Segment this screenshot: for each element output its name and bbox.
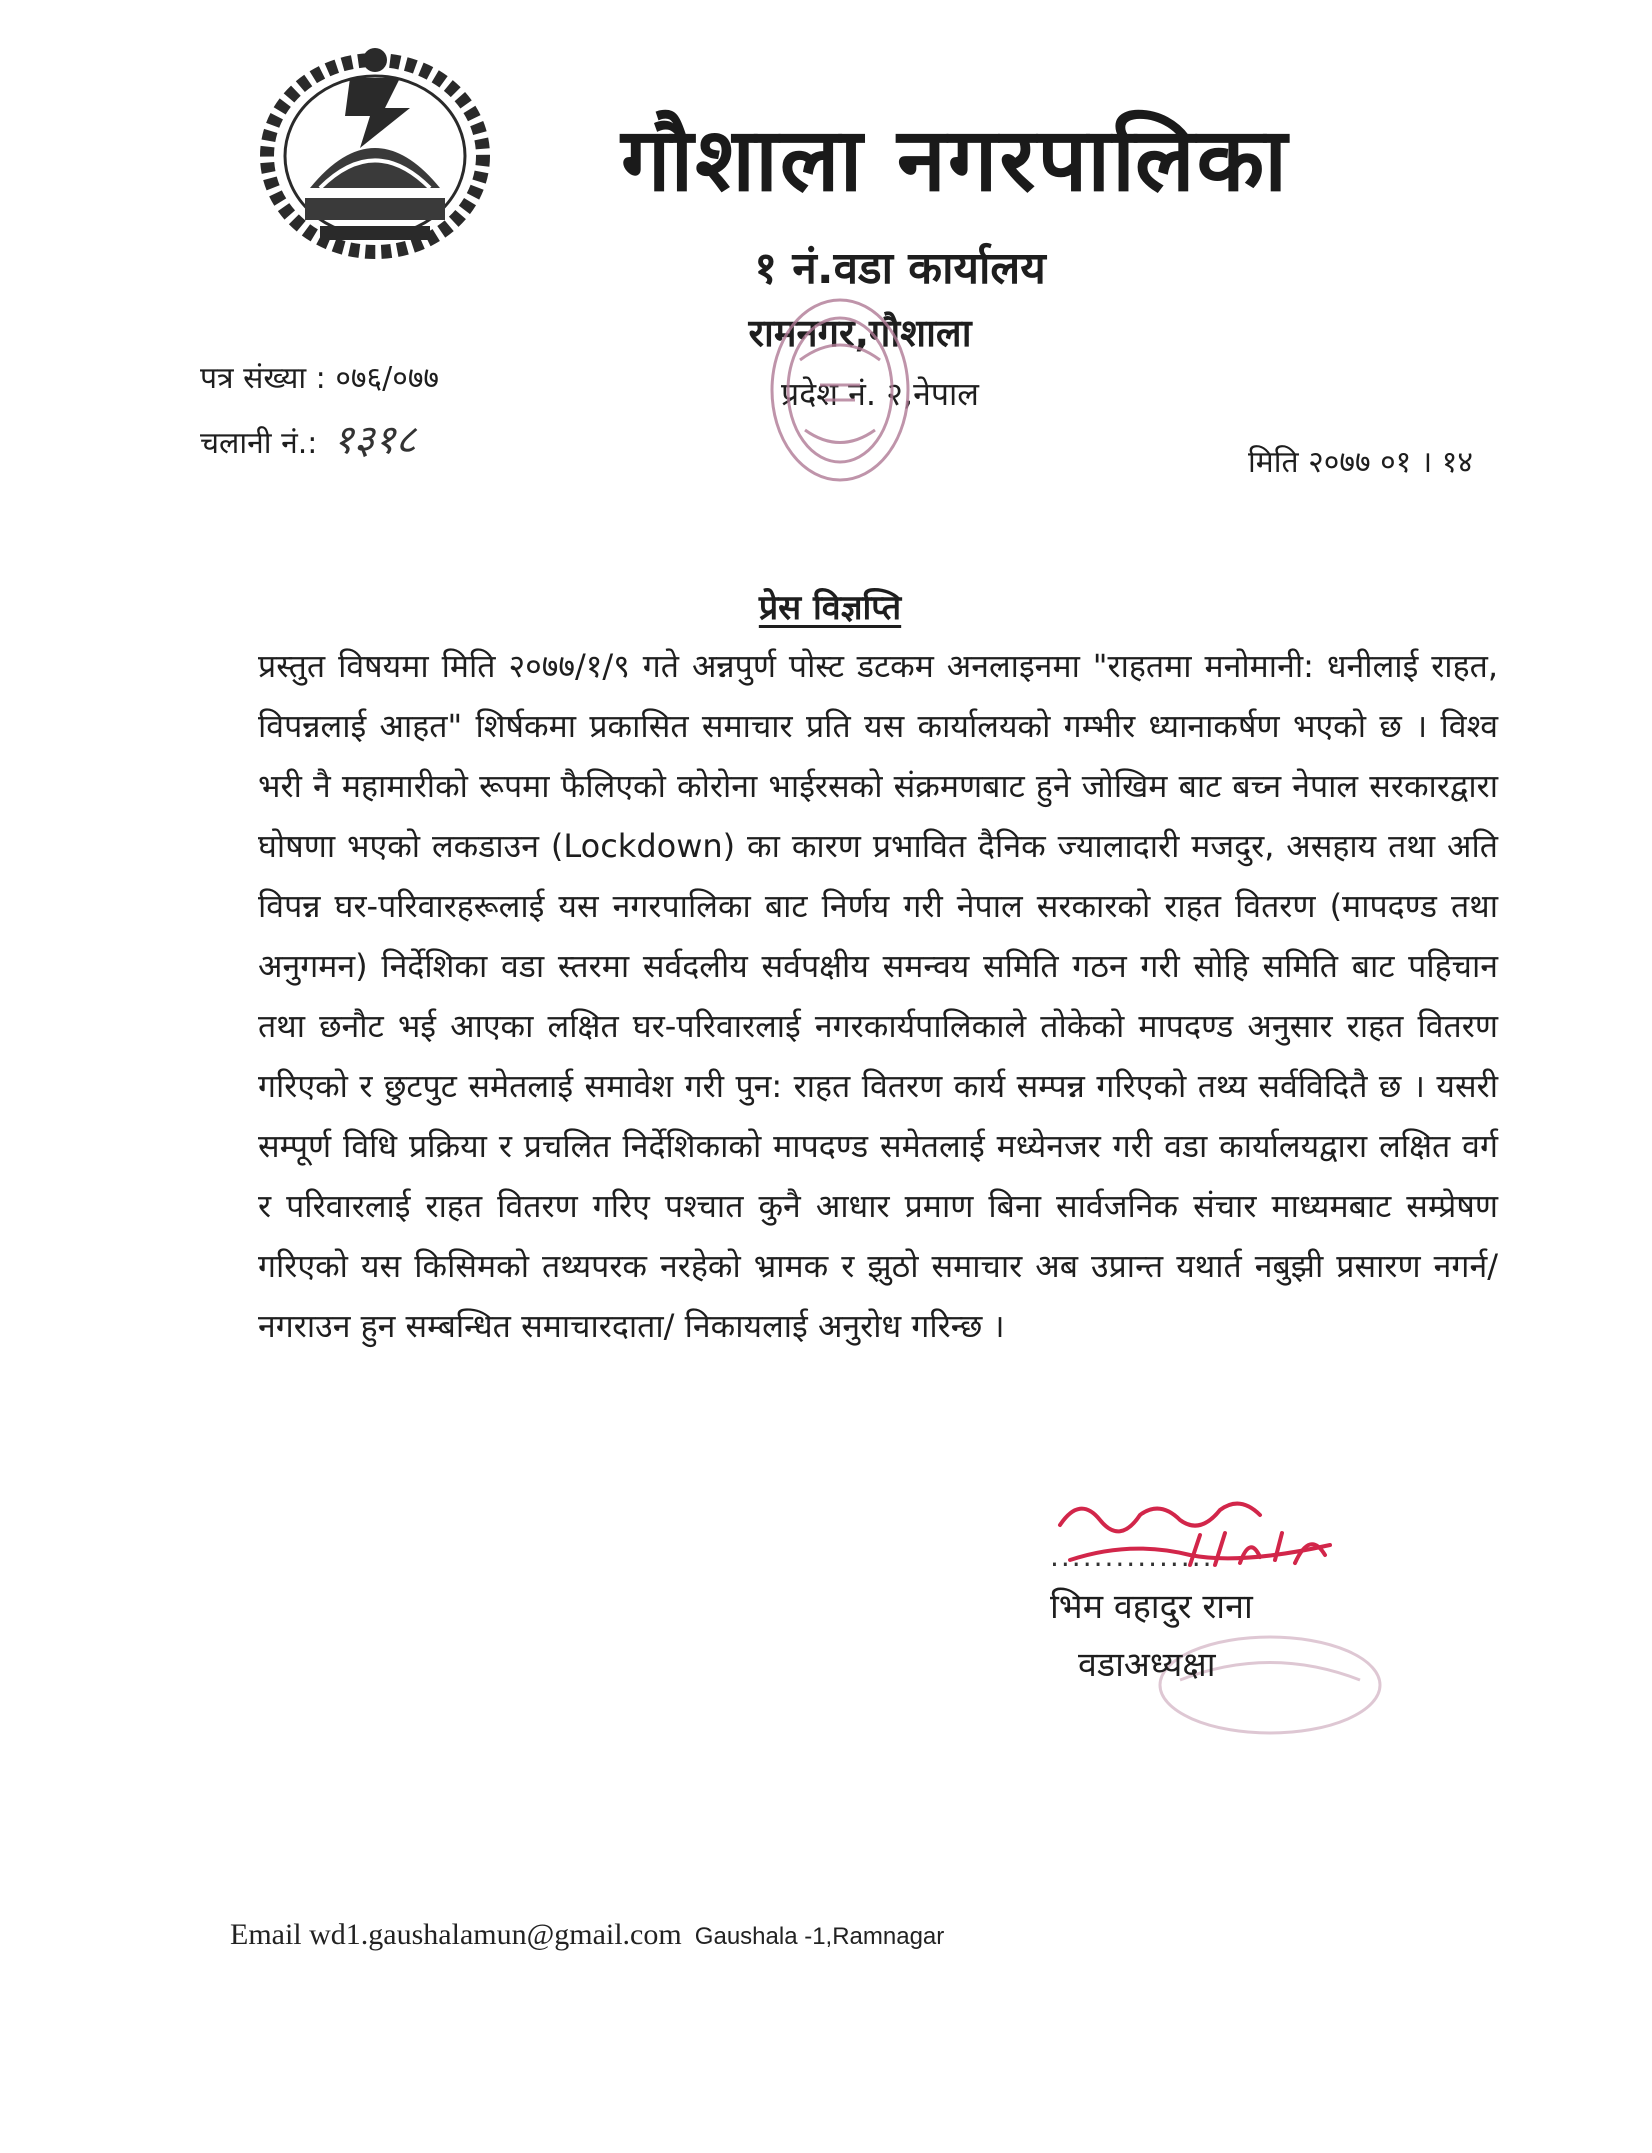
signature-line: ............... [1050,1540,1214,1573]
footer-place: Gaushala -1,Ramnagar [694,1923,945,1950]
nepal-emblem-icon [250,38,500,263]
date-label: मिति [1248,445,1299,480]
date-value: २०७७ ०१ । १४ [1308,445,1473,480]
dispatch-value: १३१८ [332,417,417,463]
office-seal-stamp-icon [765,290,915,490]
signatory-role: वडाअध्यक्षा [1078,1645,1216,1685]
letter-date [1248,440,1473,481]
footer-email: Email wd1.gaushalamun@gmail.com [230,1918,682,1951]
reference-label: पत्र संख्या : [200,361,326,396]
reference-value: ०७६/०७७ [335,361,440,396]
footer-contact [230,1918,944,1952]
municipality-title: गौशाला नगरपालिका [620,108,1290,211]
province-line: प्रदेश नं. २,नेपाल [781,375,979,413]
ward-office-name: १ नं.वडा कार्यालय [754,243,1046,294]
notice-body: प्रस्तुत विषयमा मिति २०७७/१/९ गते अन्नपुर्ण पोस्ट डटकम अनलाइनमा "राहतमा मनोमानी: धनीलाई राहत, विपन्नलाई आहत" शिर्षकमा प्रकासित समाचार प्रति यस कार्यालयको गम्भीर ध्यानाकर्षण भएको छ । विश्व भरी नै महामारीको रूपमा फैलिएको कोरोना भाईरसको संक्रमणबाट हुने जोखिम बाट बच्न नेपाल सरकारद्वारा घोषणा भएको लकडाउन (Lockdown) का कारण प्रभावित दैनिक ज्यालादारी मजदुर, असहाय तथा अति विपन्न घर-परिवारहरूलाई यस नगरपालिका बाट निर्णय गरी नेपाल सरकारको राहत वितरण (मापदण्ड तथा अनुगमन) निर्देशिका वडा स्तरमा सर्वदलीय सर्वपक्षीय समन्वय समिति गठन गरी सोहि समिति बाट पहिचान तथा छनौट भई आएका लक्षित घर-परिवारलाई नगरकार्यपालिकाले तोकेको मापदण्ड अनुसार राहत वितरण गरिएको र छुटपुट समेतलाई समावेश गरी पुन: राहत वितरण कार्य सम्पन्न गरिएको तथ्य सर्वविदितै छ । यसरी सम्पूर्ण विधि प्रक्रिया र प्रचलित निर्देशिकाको मापदण्ड समेतलाई मध्येनजर गरी वडा कार्यालयद्वारा लक्षित वर्ग र परिवारलाई राहत वितरण गरिए पश्चात कुनै आधार प्रमाण बिना सार्वजनिक संचार माध्यमबाट सम्प्रेषण गरिएको यस किसिमको तथ्यपरक नरहेको भ्रामक र झुठो समाचार अब उप्रान्त यथार्त नबुझी प्रसारण नगर्न/ नगराउन हुन सम्बन्धित समाचारदाता/ निकायलाई अनुरोध गरिन्छ । [258,647,1498,1345]
dispatch-number [200,410,416,465]
office-address: रामनगर,गौशाला [748,311,972,355]
signatory-name: भिम वहादुर राना [1050,1587,1253,1627]
notice-heading: प्रेस विज्ञप्ति [758,588,902,628]
reference-number [200,356,439,397]
dispatch-label: चलानी नं.: [200,426,318,461]
